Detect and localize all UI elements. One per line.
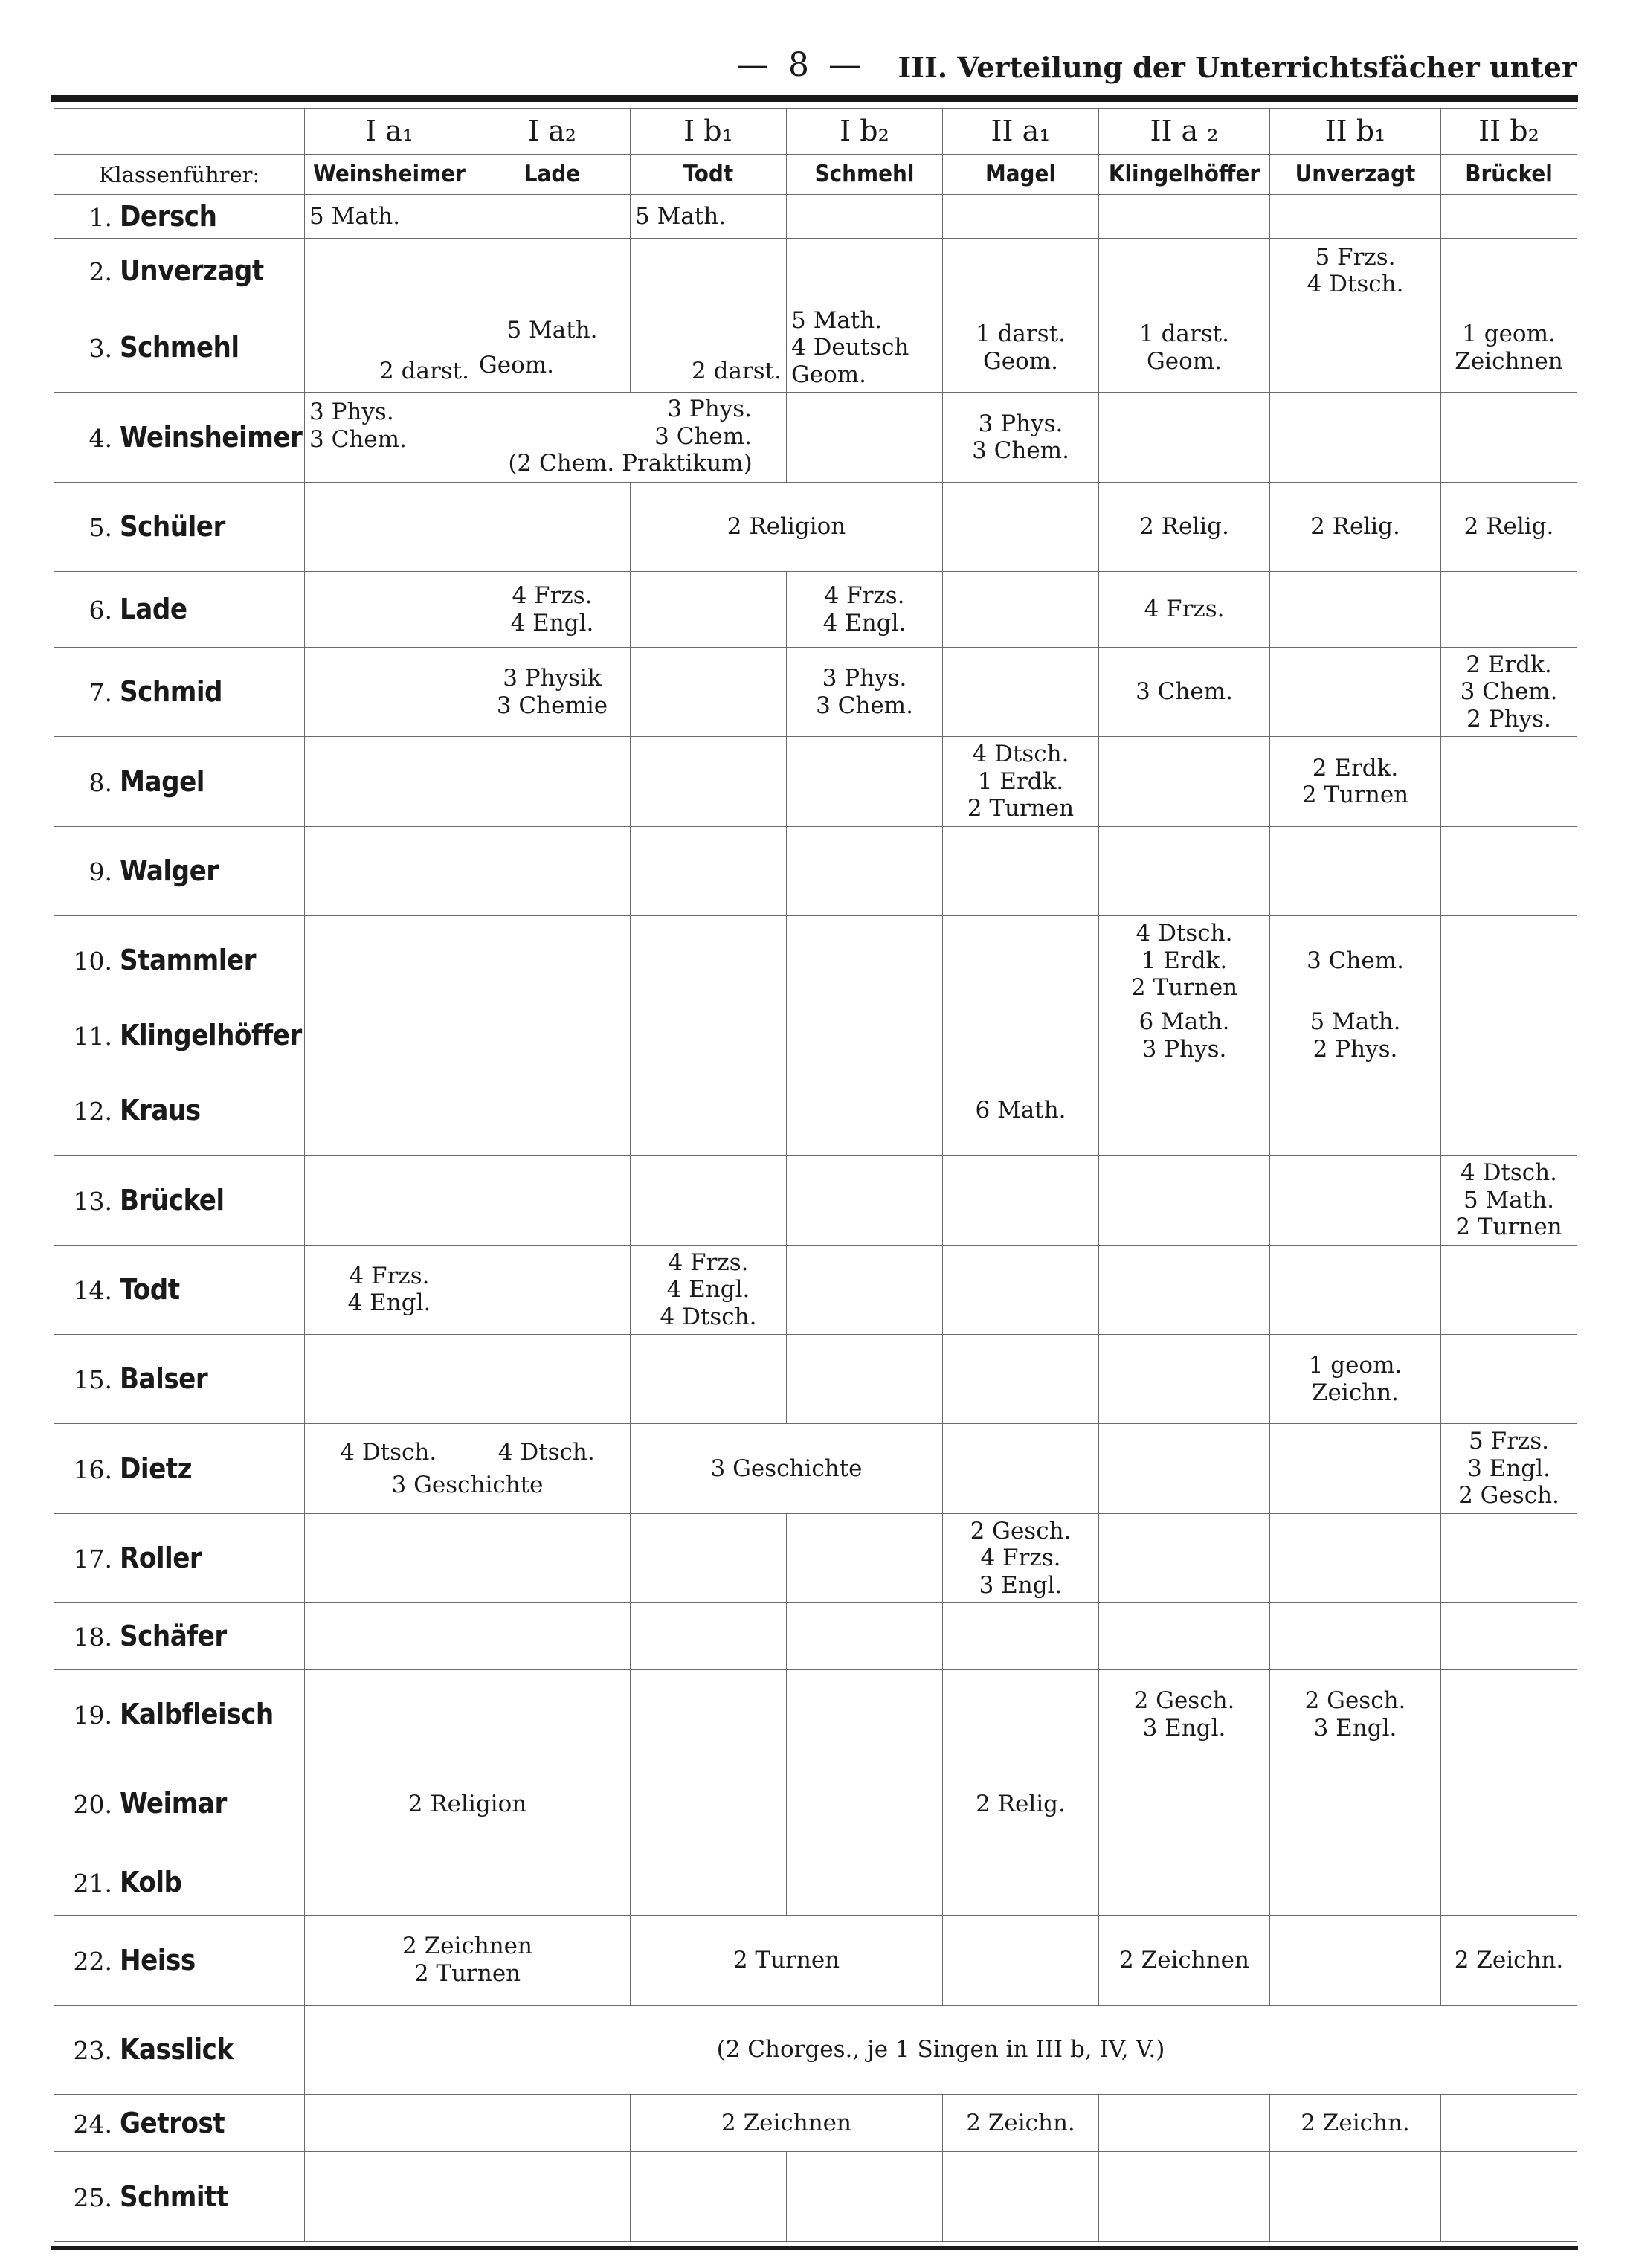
teacher-cell: 11. Klingelhöffer bbox=[54, 1005, 305, 1066]
assignment-cell: 4 Dtsch. 1 Erdk. 2 Turnen bbox=[943, 737, 1099, 826]
assignment-cell: 5 Frzs. 3 Engl. 2 Gesch. bbox=[1441, 1424, 1577, 1513]
page-number: — 8 — bbox=[736, 46, 866, 84]
table-row bbox=[54, 826, 1577, 915]
teacher-cell: 22. Heiss bbox=[54, 1916, 305, 2005]
teacher-cell: 13. Brückel bbox=[54, 1156, 305, 1245]
assignment-cell: 2 Religion bbox=[631, 482, 943, 571]
teacher-cell: 25. Schmitt bbox=[54, 2152, 305, 2242]
leader-ib2: Schmehl bbox=[787, 155, 943, 195]
teacher-cell: 18. Schäfer bbox=[54, 1603, 305, 1670]
teacher-cell: 4. Weinsheimer bbox=[54, 393, 305, 482]
assignment-cell: 2 Zeichnen 2 Turnen bbox=[305, 1916, 631, 2005]
assignment-cell: 6 Math. 3 Phys. bbox=[1099, 1005, 1270, 1066]
assignment-cell: 2 Gesch. 4 Frzs. 3 Engl. bbox=[943, 1513, 1099, 1602]
assignment-cell: 5 Math. bbox=[305, 195, 474, 239]
assignment-cell: 3 Phys. 3 Chem. bbox=[305, 393, 474, 482]
header-rule bbox=[51, 95, 1578, 102]
assignment-cell: 3 Geschichte bbox=[631, 1424, 943, 1513]
table-row bbox=[54, 1005, 1577, 1066]
teacher-cell: 20. Weimar bbox=[54, 1759, 305, 1849]
class-leader-row bbox=[54, 155, 1577, 195]
teacher-cell: 17. Roller bbox=[54, 1513, 305, 1602]
assignment-cell: 3 Phys. 3 Chem. bbox=[943, 393, 1099, 482]
table-row bbox=[54, 1156, 1577, 1245]
assignment-cell: 2 Relig. bbox=[1270, 482, 1441, 571]
assignment-cell: 2 Zeichn. bbox=[1441, 1916, 1577, 2005]
class-iia2: II a ₂ bbox=[1099, 109, 1270, 155]
page-header bbox=[45, 46, 1577, 91]
assignment-cell: 1 geom. Zeichnen bbox=[1441, 303, 1577, 393]
leader-ia2: Lade bbox=[474, 155, 631, 195]
assignment-cell: 5 Frzs. 4 Dtsch. bbox=[1270, 239, 1441, 303]
assignment-cell: 5 Math. 4 Deutsch Geom. bbox=[787, 303, 943, 393]
table-row bbox=[54, 648, 1577, 737]
assignment-cell: 2 darst. bbox=[631, 303, 787, 393]
assignment-cell: 3 Phys. 3 Chem. (2 Chem. Praktikum) bbox=[474, 393, 787, 482]
class-ib1: I b₁ bbox=[631, 109, 787, 155]
leader-iia2: Klingelhöffer bbox=[1099, 155, 1270, 195]
class-leader-label: Klassenführer: bbox=[54, 155, 305, 195]
teacher-cell: 23. Kasslick bbox=[54, 2005, 305, 2094]
table-row bbox=[54, 737, 1577, 826]
assignment-cell: 2 Gesch. 3 Engl. bbox=[1270, 1669, 1441, 1759]
table-row bbox=[54, 1424, 1577, 1513]
class-iib1: II b₁ bbox=[1270, 109, 1441, 155]
assignment-cell: 4 Frzs. 4 Engl. 4 Dtsch. bbox=[631, 1245, 787, 1334]
class-ia1: I a₁ bbox=[305, 109, 474, 155]
table-row bbox=[54, 916, 1577, 1005]
assignment-cell: 5 Math. bbox=[631, 195, 787, 239]
teacher-cell: 24. Getrost bbox=[54, 2094, 305, 2152]
assignment-cell: 1 darst. Geom. bbox=[1099, 303, 1270, 393]
class-iia1: II a₁ bbox=[943, 109, 1099, 155]
assignment-cell: 5 Math. Geom. bbox=[474, 303, 631, 393]
teacher-cell: 21. Kolb bbox=[54, 1849, 305, 1916]
assignment-cell: 2 Turnen bbox=[631, 1916, 943, 2005]
teacher-cell: 6. Lade bbox=[54, 572, 305, 648]
assignment-cell: 2 Erdk. 3 Chem. 2 Phys. bbox=[1441, 648, 1577, 737]
class-header-row bbox=[54, 109, 1577, 155]
assignment-cell: 6 Math. bbox=[943, 1066, 1099, 1156]
assignment-cell: 4 Dtsch. 4 Dtsch. 3 Geschichte bbox=[305, 1424, 631, 1513]
teacher-cell: 2. Unverzagt bbox=[54, 239, 305, 303]
assignment-cell: 3 Chem. bbox=[1270, 916, 1441, 1005]
assignment-cell: 2 Zeichnen bbox=[1099, 1916, 1270, 2005]
class-iib2: II b₂ bbox=[1441, 109, 1577, 155]
footer-rule bbox=[51, 2246, 1578, 2250]
assignment-cell: 4 Dtsch. 5 Math. 2 Turnen bbox=[1441, 1156, 1577, 1245]
assignment-cell: 4 Frzs. 4 Engl. bbox=[305, 1245, 474, 1334]
table-row bbox=[54, 393, 1577, 482]
assignment-cell: 3 Phys. 3 Chem. bbox=[787, 648, 943, 737]
table-row bbox=[54, 2152, 1577, 2242]
assignment-cell: 4 Frzs. bbox=[1099, 572, 1270, 648]
leader-iib2: Brückel bbox=[1441, 155, 1577, 195]
teacher-cell: 10. Stammler bbox=[54, 916, 305, 1005]
assignment-cell: 1 geom. Zeichn. bbox=[1270, 1335, 1441, 1424]
assignment-cell: 2 Zeichn. bbox=[1270, 2094, 1441, 2152]
table-row bbox=[54, 195, 1577, 239]
assignment-cell: 2 Relig. bbox=[943, 1759, 1099, 1849]
teacher-cell: 3. Schmehl bbox=[54, 303, 305, 393]
table-row bbox=[54, 1669, 1577, 1759]
table-row bbox=[54, 303, 1577, 393]
class-ia2: I a₂ bbox=[474, 109, 631, 155]
leader-iib1: Unverzagt bbox=[1270, 155, 1441, 195]
table-row bbox=[54, 2005, 1577, 2094]
assignment-cell: 2 Zeichn. bbox=[943, 2094, 1099, 2152]
assignment-cell: 3 Physik 3 Chemie bbox=[474, 648, 631, 737]
teacher-cell: 7. Schmid bbox=[54, 648, 305, 737]
table-row bbox=[54, 2094, 1577, 2152]
subject-distribution-table bbox=[54, 108, 1577, 2242]
table-row bbox=[54, 1849, 1577, 1916]
assignment-cell: 2 darst. bbox=[305, 303, 474, 393]
table-row bbox=[54, 482, 1577, 571]
corner-cell bbox=[54, 109, 305, 155]
assignment-cell: 2 Zeichnen bbox=[631, 2094, 943, 2152]
assignment-cell: 2 Gesch. 3 Engl. bbox=[1099, 1669, 1270, 1759]
teacher-cell: 15. Balser bbox=[54, 1335, 305, 1424]
assignment-cell: 4 Frzs. 4 Engl. bbox=[787, 572, 943, 648]
table-row bbox=[54, 572, 1577, 648]
table-row bbox=[54, 1759, 1577, 1849]
leader-ib1: Todt bbox=[631, 155, 787, 195]
table-row bbox=[54, 1513, 1577, 1602]
assignment-cell: (2 Chorges., je 1 Singen in III b, IV, V.) bbox=[305, 2005, 1577, 2094]
assignment-cell: 5 Math. 2 Phys. bbox=[1270, 1005, 1441, 1066]
teacher-cell: 16. Dietz bbox=[54, 1424, 305, 1513]
table-row bbox=[54, 1603, 1577, 1670]
teacher-cell: 19. Kalbfleisch bbox=[54, 1669, 305, 1759]
table-row bbox=[54, 1916, 1577, 2005]
page-title: III. Verteilung der Unterrichtsfächer unter bbox=[898, 51, 1577, 84]
teacher-cell: 9. Walger bbox=[54, 826, 305, 915]
assignment-cell: 2 Religion bbox=[305, 1759, 631, 1849]
table-row bbox=[54, 239, 1577, 303]
assignment-cell: 2 Relig. bbox=[1099, 482, 1270, 571]
teacher-cell: 5. Schüler bbox=[54, 482, 305, 571]
assignment-cell: 1 darst. Geom. bbox=[943, 303, 1099, 393]
teacher-cell: 8. Magel bbox=[54, 737, 305, 826]
teacher-cell: 14. Todt bbox=[54, 1245, 305, 1334]
table-row bbox=[54, 1066, 1577, 1156]
class-ib2: I b₂ bbox=[787, 109, 943, 155]
teacher-cell: 1. Dersch bbox=[54, 195, 305, 239]
assignment-cell: 2 Relig. bbox=[1441, 482, 1577, 571]
assignment-cell: 4 Frzs. 4 Engl. bbox=[474, 572, 631, 648]
assignment-cell: 2 Erdk. 2 Turnen bbox=[1270, 737, 1441, 826]
table-row bbox=[54, 1335, 1577, 1424]
assignment-cell: 3 Chem. bbox=[1099, 648, 1270, 737]
leader-ia1: Weinsheimer bbox=[305, 155, 474, 195]
leader-iia1: Magel bbox=[943, 155, 1099, 195]
assignment-cell: 4 Dtsch. 1 Erdk. 2 Turnen bbox=[1099, 916, 1270, 1005]
teacher-cell: 12. Kraus bbox=[54, 1066, 305, 1156]
table-row bbox=[54, 1245, 1577, 1334]
